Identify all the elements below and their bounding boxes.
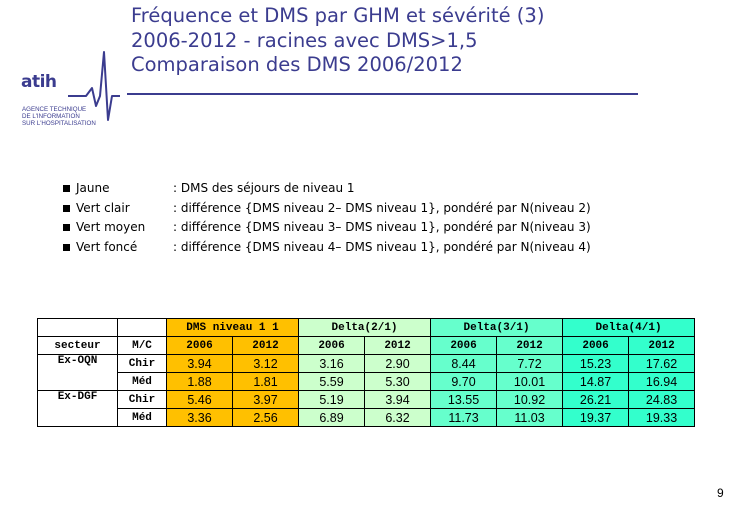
atih-logo — [18, 48, 128, 138]
legend-description: : différence {DMS niveau 3– DMS niveau 1}, pondéré par N(niveau 3) — [173, 220, 591, 234]
value-cell: 9.70 — [431, 373, 497, 391]
value-cell: 6.89 — [299, 409, 365, 427]
legend-name: Vert moyen — [76, 220, 146, 234]
value-cell: 3.36 — [167, 409, 233, 427]
mc-cell: Chir — [118, 355, 167, 373]
value-cell: 3.16 — [299, 355, 365, 373]
logo-subtitle — [22, 106, 96, 127]
dms-comparison-table — [37, 318, 695, 427]
page-number: 9 — [717, 486, 724, 500]
legend-name: Jaune — [76, 181, 110, 195]
mc-cell: Chir — [118, 391, 167, 409]
value-cell: 3.97 — [233, 391, 299, 409]
value-cell: 1.81 — [233, 373, 299, 391]
value-cell: 16.94 — [629, 373, 695, 391]
year-header: 2012 — [629, 337, 695, 355]
bullet-icon — [63, 205, 70, 212]
year-header: 2006 — [167, 337, 233, 355]
mc-cell: Méd — [118, 409, 167, 427]
year-header-row — [38, 337, 695, 355]
value-cell: 26.21 — [563, 391, 629, 409]
value-cell: 5.59 — [299, 373, 365, 391]
secteur-cell: Ex-OQN — [38, 355, 118, 391]
year-header: 2006 — [563, 337, 629, 355]
value-cell: 19.33 — [629, 409, 695, 427]
value-cell: 11.03 — [497, 409, 563, 427]
value-cell: 3.94 — [167, 355, 233, 373]
legend-description: : différence {DMS niveau 4– DMS niveau 1}, pondéré par N(niveau 4) — [173, 239, 591, 254]
year-header: 2006 — [299, 337, 365, 355]
value-cell: 3.12 — [233, 355, 299, 373]
year-header: 2012 — [365, 337, 431, 355]
title-line-2: 2006-2012 - racines avec DMS>1,5 — [131, 28, 478, 52]
bullet-icon — [63, 244, 70, 251]
value-cell: 8.44 — [431, 355, 497, 373]
value-cell: 6.32 — [365, 409, 431, 427]
value-cell: 2.90 — [365, 355, 431, 373]
group-header-row — [38, 319, 695, 337]
legend-name: Vert clair — [76, 200, 130, 215]
column-header-secteur: secteur — [38, 337, 118, 355]
value-cell: 3.94 — [365, 391, 431, 409]
table-row — [38, 391, 695, 409]
logo-subtitle-line-1: AGENCE TECHNIQUE — [22, 106, 87, 113]
group-header-delta-4-1: Delta(4/1) — [563, 319, 695, 337]
value-cell: 19.37 — [563, 409, 629, 427]
value-cell: 17.62 — [629, 355, 695, 373]
value-cell: 5.30 — [365, 373, 431, 391]
value-cell: 13.55 — [431, 391, 497, 409]
secteur-cell: Ex-DGF — [38, 391, 118, 427]
group-header-delta-2-1: Delta(2/1) — [299, 319, 431, 337]
value-cell: 7.72 — [497, 355, 563, 373]
legend-description: : différence {DMS niveau 2– DMS niveau 1}, pondéré par N(niveau 2) — [173, 200, 591, 215]
value-cell: 15.23 — [563, 355, 629, 373]
title-underline — [127, 93, 638, 95]
value-cell: 10.92 — [497, 391, 563, 409]
table-row — [38, 373, 695, 391]
bullet-icon — [63, 224, 70, 231]
year-header: 2012 — [497, 337, 563, 355]
table-row — [38, 409, 695, 427]
group-header-delta-3-1: Delta(3/1) — [431, 319, 563, 337]
bullet-icon — [63, 185, 70, 192]
value-cell: 1.88 — [167, 373, 233, 391]
empty-header-cell — [118, 319, 167, 337]
empty-header-cell — [38, 319, 118, 337]
year-header: 2006 — [431, 337, 497, 355]
slide-title — [131, 4, 671, 78]
mc-cell: Méd — [118, 373, 167, 391]
group-header-dms-niveau-1: DMS niveau 1 1 — [167, 319, 299, 337]
legend-description: : DMS des séjours de niveau 1 — [173, 181, 355, 195]
title-line-3: Comparaison des DMS 2006/2012 — [131, 53, 463, 76]
logo-wordmark: atih — [21, 72, 57, 92]
column-header-mc: M/C — [118, 337, 167, 355]
value-cell: 11.73 — [431, 409, 497, 427]
value-cell: 14.87 — [563, 373, 629, 391]
value-cell: 10.01 — [497, 373, 563, 391]
value-cell: 2.56 — [233, 409, 299, 427]
value-cell: 24.83 — [629, 391, 695, 409]
legend-name: Vert foncé — [76, 239, 138, 254]
logo-subtitle-line-3: SUR L'HOSPITALISATION — [22, 120, 96, 127]
value-cell: 5.19 — [299, 391, 365, 409]
title-line-1: Fréquence et DMS par GHM et sévérité (3) — [131, 4, 545, 27]
value-cell: 5.46 — [167, 391, 233, 409]
table-row — [38, 355, 695, 373]
logo-subtitle-line-2: DE L'INFORMATION — [22, 113, 80, 120]
year-header: 2012 — [233, 337, 299, 355]
